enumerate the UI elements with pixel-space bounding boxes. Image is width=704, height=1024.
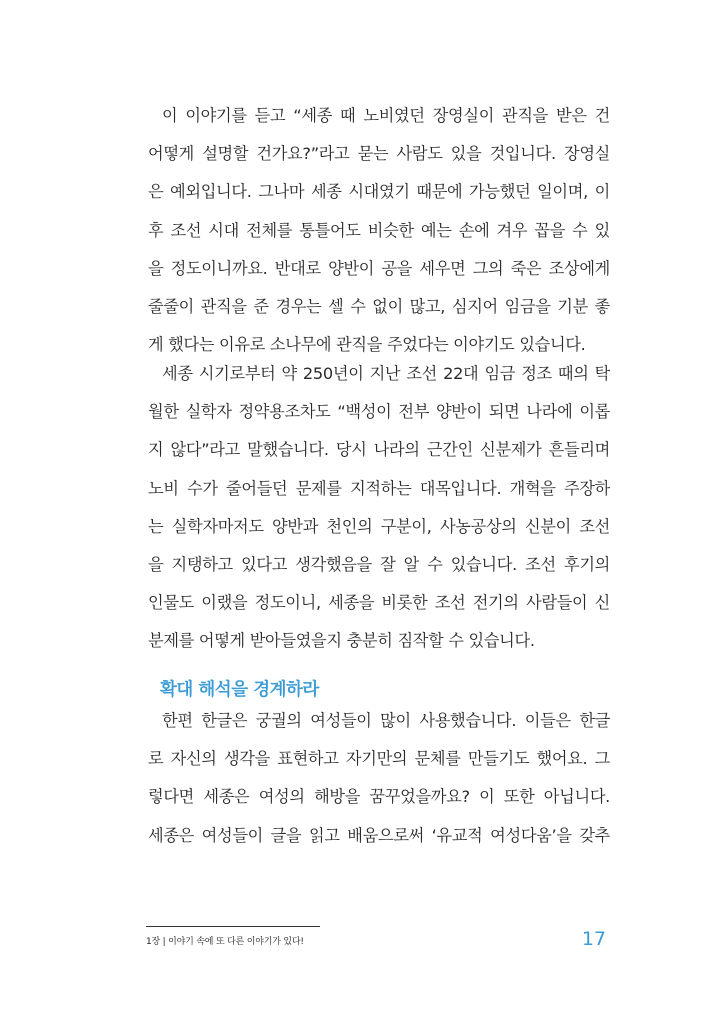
paragraph-line: 인물도 이랬을 정도이니, 세종을 비롯한 조선 전기의 사람들이 신: [148, 593, 610, 613]
paragraph-line: 월한 실학자 정약용조차도 “백성이 전부 양반이 되면 나라에 이롭: [148, 402, 610, 422]
paragraph-line: 노비 수가 줄어들던 문제를 지적하는 대목입니다. 개혁을 주장하: [148, 478, 610, 498]
paragraph-line: 을 지탱하고 있다고 생각했음을 잘 알 수 있습니다. 조선 후기의: [148, 554, 610, 574]
paragraph-line: 줄줄이 관직을 준 경우는 셀 수 없이 많고, 심지어 임금을 기분 좋: [148, 296, 610, 316]
paragraph-line: 게 했다는 이유로 소나무에 관직을 주었다는 이야기도 있습니다.: [148, 335, 586, 355]
paragraph-line: 한편 한글은 궁궐의 여성들이 많이 사용했습니다. 이들은 한글: [162, 711, 610, 730]
paragraph-line: 이 이야기를 듣고 “세종 때 노비였던 장영실이 관직을 받은 건: [162, 106, 610, 125]
paragraph-3: [148, 702, 610, 855]
paragraph-line: 렇다면 세종은 여성의 해방을 꿈꾸었을까요? 이 또한 아닙니다.: [148, 787, 610, 807]
section-heading: 확대 해석을 경계하라: [160, 680, 319, 700]
paragraph-line: 세종 시기로부터 약 250년이 지난 조선 22대 임금 정조 때의 탁: [162, 364, 610, 383]
paragraph-line: 분제를 어떻게 받아들였을지 충분히 짐작할 수 있습니다.: [148, 631, 535, 651]
paragraph-1: [148, 97, 610, 364]
paragraph-2: [148, 355, 610, 661]
paragraph-line: 어떻게 설명할 건가요?”라고 묻는 사람도 있을 것입니다. 장영실: [148, 144, 610, 164]
footer-divider: [146, 926, 320, 927]
paragraph-line: 로 자신의 생각을 표현하고 자기만의 문체를 만들기도 했어요. 그: [148, 749, 610, 769]
footer-chapter-title: 1장 | 이야기 속에 또 다른 이야기가 있다!: [146, 937, 304, 947]
page-number: 17: [581, 928, 606, 950]
paragraph-line: 후 조선 시대 전체를 통틀어도 비슷한 예는 손에 겨우 꼽을 수 있: [148, 220, 610, 240]
paragraph-line: 을 정도이니까요. 반대로 양반이 공을 세우면 그의 죽은 조상에게: [148, 258, 610, 278]
paragraph-line: 세종은 여성들이 글을 읽고 배움으로써 ‘유교적 여성다움’을 갖추: [148, 825, 610, 845]
paragraph-line: 은 예외입니다. 그나마 세종 시대였기 때문에 가능했던 일이며, 이: [148, 182, 610, 202]
paragraph-line: 는 실학자마저도 양반과 천인의 구분이, 사농공상의 신분이 조선: [148, 516, 610, 536]
paragraph-line: 지 않다”라고 말했습니다. 당시 나라의 근간인 신분제가 흔들리며: [148, 440, 610, 460]
